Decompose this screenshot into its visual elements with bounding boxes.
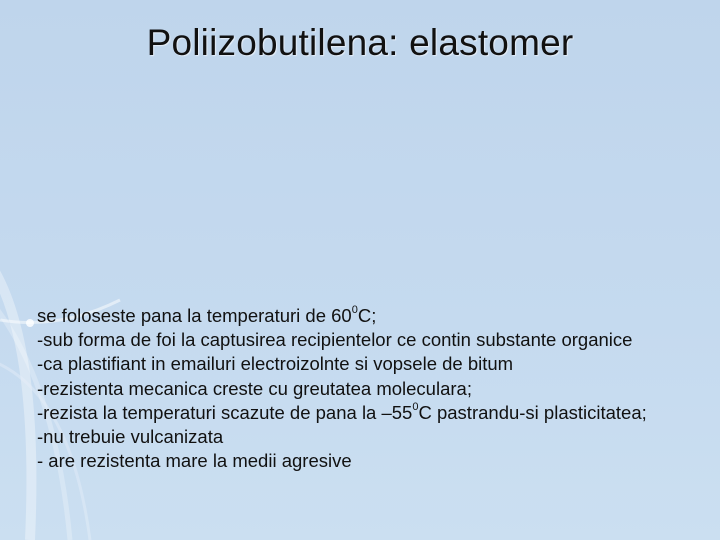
bullet-line-3: -ca plastifiant in emailuri electroizolnte si vopsele de bitum [37, 353, 514, 375]
bullet-line-7: - are rezistenta mare la medii agresive [37, 450, 352, 472]
bullet-line-1 [37, 304, 657, 328]
degree-superscript: 0 [351, 303, 358, 316]
line-1-text-b: C; [357, 305, 377, 326]
line-5-text-b: C pastrandu-si plasticitatea; [418, 401, 647, 423]
degree-superscript: 0 [412, 400, 419, 413]
line-1-text-a: se foloseste pana la temperaturi de 60 [37, 305, 352, 326]
bullet-line-5 [37, 401, 657, 425]
bullet-line-6: -nu trebuie vulcanizata [37, 426, 224, 448]
slide-title: Poliizobutilena: elastomer [146, 22, 574, 63]
slide-body [37, 304, 657, 473]
bullet-line-4: -rezistenta mecanica creste cu greutatea moleculara; [37, 377, 472, 399]
line-5-text-a: -rezista la temperaturi scazute de pana la –55 [37, 401, 413, 423]
bullet-line-2: -sub forma de foi la captusirea recipientelor ce contin substante organice [37, 329, 633, 351]
